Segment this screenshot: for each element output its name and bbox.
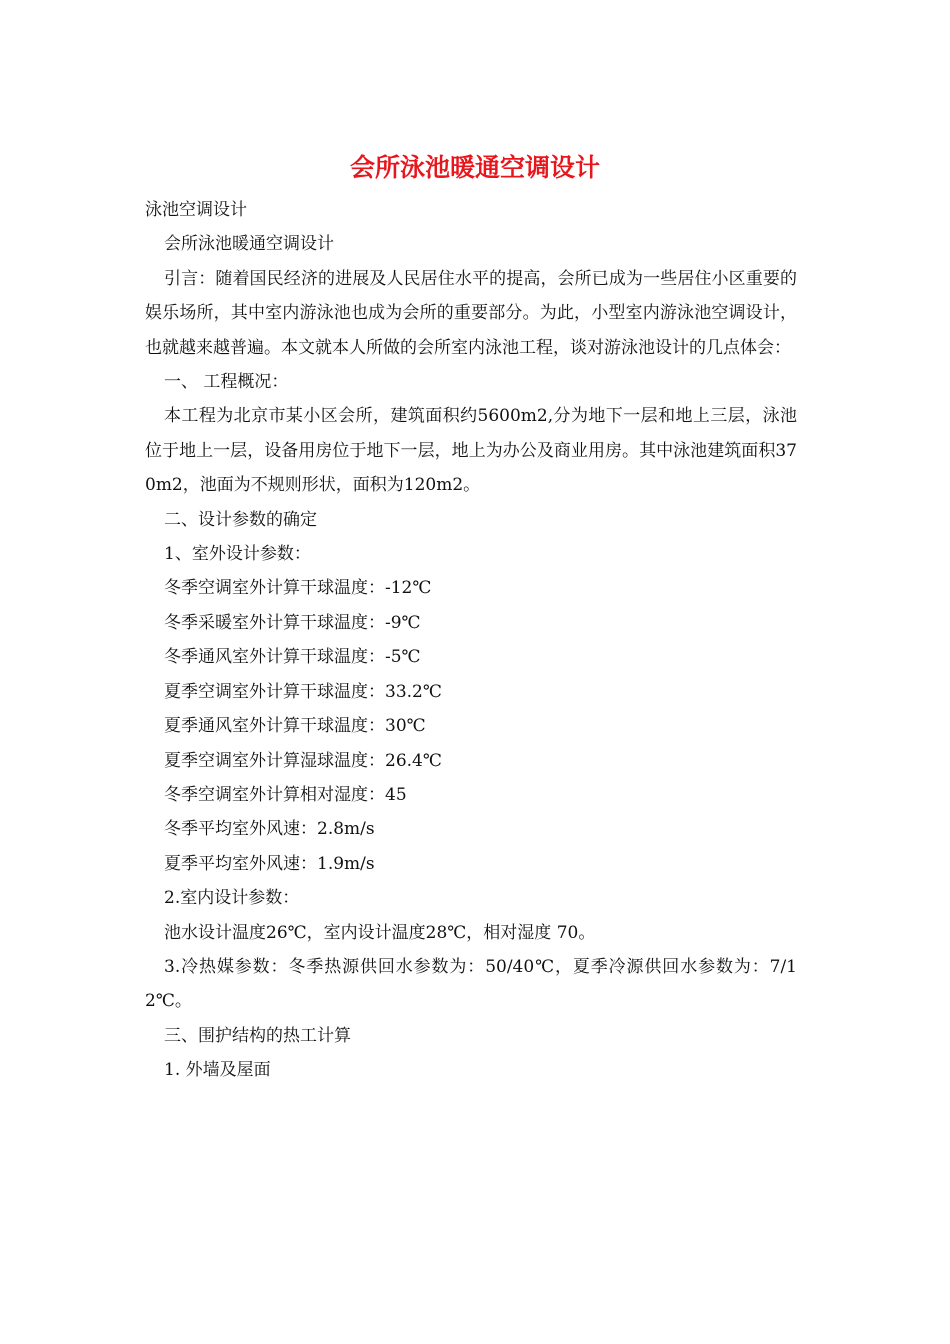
list-item: 冬季平均室外风速：2.8m/s	[164, 819, 375, 840]
paragraph-overview: 本工程为北京市某小区会所，建筑面积约5600m2,分为地下一层和地上三层，泳池位于地上一层，设备用房位于地下一层，地上为办公及商业用房。其中泳池建筑面积370m2，池面为不规则形状，面积为120m2。	[145, 406, 797, 496]
paragraph-indoor-params: 池水设计温度26℃，室内设计温度28℃，相对湿度 70。	[164, 922, 596, 943]
subsection-heading-indoor: 2.室内设计参数：	[164, 888, 300, 909]
paragraph-intro: 引言：随着国民经济的进展及人民居住水平的提高，会所已成为一些居住小区重要的娱乐场所，其中室内游泳池也成为会所的重要部分。为此，小型室内游泳池空调设计，也就越来越普遍。本文就本人所做的会所室内泳池工程，谈对游泳池设计的几点体会：	[145, 268, 797, 358]
document-body	[145, 193, 797, 1088]
subsection-heading-outdoor: 1、室外设计参数：	[164, 544, 311, 565]
paragraph-subtitle: 泳池空调设计	[145, 200, 247, 220]
section-heading-1: 一、 工程概况：	[164, 372, 289, 393]
list-item: 冬季采暖室外计算干球温度：-9℃	[164, 612, 421, 633]
list-item: 冬季空调室外计算相对湿度：45	[164, 784, 407, 805]
list-item: 夏季通风室外计算干球温度：30℃	[164, 716, 426, 737]
section-heading-2: 二、设计参数的确定	[164, 509, 317, 530]
list-item: 夏季空调室外计算干球温度：33.2℃	[164, 681, 442, 702]
list-item: 夏季平均室外风速：1.9m/s	[164, 853, 375, 874]
paragraph-heading: 会所泳池暖通空调设计	[164, 234, 334, 255]
paragraph-media-params: 3.冷热媒参数：冬季热源供回水参数为：50/40℃，夏季冷源供回水参数为：7/12℃。	[145, 956, 797, 1012]
list-item: 冬季通风室外计算干球温度：-5℃	[164, 647, 421, 668]
section-heading-3: 三、围护结构的热工计算	[164, 1025, 351, 1046]
list-item: 夏季空调室外计算湿球温度：26.4℃	[164, 750, 442, 771]
list-item: 冬季空调室外计算干球温度：-12℃	[164, 578, 432, 599]
document-title: 会所泳池暖通空调设计	[349, 153, 600, 182]
subsection-heading-walls: 1. 外墙及屋面	[164, 1060, 271, 1081]
